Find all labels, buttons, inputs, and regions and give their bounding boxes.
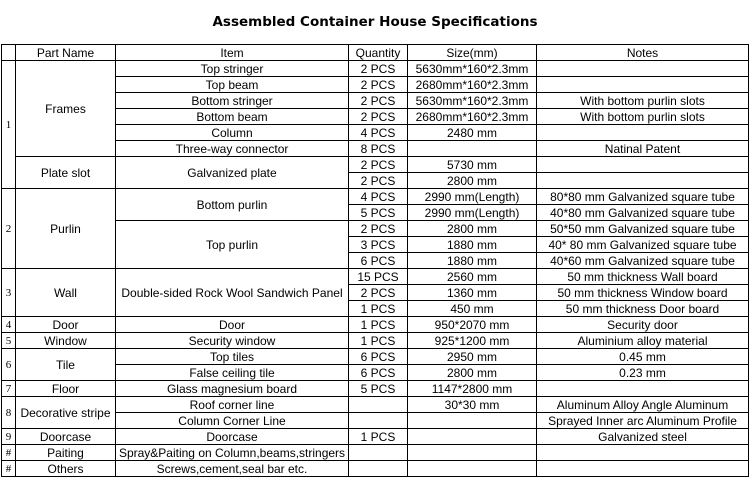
quantity-cell: 6 PCS: [349, 365, 408, 381]
table-row: [2, 349, 749, 365]
item-cell: Bottom stringer: [116, 93, 349, 109]
size-cell: [408, 141, 537, 157]
notes-cell: 50 mm thickness Door board: [537, 301, 749, 317]
header-row: [2, 45, 749, 61]
size-cell: 1880 mm: [408, 237, 537, 253]
item-cell: Door: [116, 317, 349, 333]
part-name: Door: [16, 317, 116, 333]
table-row: [2, 333, 749, 349]
size-cell: 2950 mm: [408, 349, 537, 365]
part-name: Wall: [16, 269, 116, 317]
notes-cell: 40*60 mm Galvanized square tube: [537, 253, 749, 269]
quantity-cell: [349, 461, 408, 477]
quantity-cell: 2 PCS: [349, 109, 408, 125]
notes-cell: [537, 61, 749, 77]
table-row: [2, 189, 749, 205]
part-name: Paiting: [16, 445, 116, 461]
quantity-cell: 1 PCS: [349, 429, 408, 445]
table-row: [2, 381, 749, 397]
item-cell: Three-way connector: [116, 141, 349, 157]
notes-cell: 0.45 mm: [537, 349, 749, 365]
part-name: Floor: [16, 381, 116, 397]
notes-cell: Aluminum Alloy Angle Aluminum: [537, 397, 749, 413]
size-cell: 2990 mm(Length): [408, 189, 537, 205]
quantity-cell: [349, 445, 408, 461]
row-number: 2: [2, 189, 16, 269]
quantity-cell: 2 PCS: [349, 61, 408, 77]
notes-cell: [537, 77, 749, 93]
quantity-cell: 2 PCS: [349, 93, 408, 109]
quantity-cell: 1 PCS: [349, 317, 408, 333]
notes-cell: 50 mm thickness Wall board: [537, 269, 749, 285]
item-cell: Top stringer: [116, 61, 349, 77]
notes-cell: With bottom purlin slots: [537, 93, 749, 109]
size-cell: [408, 429, 537, 445]
notes-cell: 40*80 mm Galvanized square tube: [537, 205, 749, 221]
table-row: [2, 397, 749, 413]
notes-cell: Natinal Patent: [537, 141, 749, 157]
quantity-cell: 3 PCS: [349, 237, 408, 253]
table-row: [2, 317, 749, 333]
size-cell: 5630mm*160*2.3mm: [408, 93, 537, 109]
notes-cell: 50*50 mm Galvanized square tube: [537, 221, 749, 237]
part-name: Plate slot: [16, 157, 116, 189]
row-number: #: [2, 461, 16, 477]
item-cell: Top purlin: [116, 221, 349, 269]
part-name: Frames: [16, 61, 116, 157]
size-cell: 2480 mm: [408, 125, 537, 141]
table-row: [2, 429, 749, 445]
row-number: 5: [2, 333, 16, 349]
quantity-cell: 15 PCS: [349, 269, 408, 285]
notes-cell: 0.23 mm: [537, 365, 749, 381]
notes-cell: 50 mm thickness Window board: [537, 285, 749, 301]
quantity-cell: 5 PCS: [349, 381, 408, 397]
notes-cell: Aluminium alloy material: [537, 333, 749, 349]
row-number: 4: [2, 317, 16, 333]
size-cell: 2680mm*160*2.3mm: [408, 77, 537, 93]
item-cell: Doorcase: [116, 429, 349, 445]
size-cell: [408, 461, 537, 477]
header-part-name: Part Name: [16, 45, 116, 61]
header-quantity: Quantity: [349, 45, 408, 61]
quantity-cell: 6 PCS: [349, 253, 408, 269]
notes-cell: 40* 80 mm Galvanized square tube: [537, 237, 749, 253]
table-row: [2, 461, 749, 477]
size-cell: 2990 mm(Length): [408, 205, 537, 221]
item-cell: Top tiles: [116, 349, 349, 365]
quantity-cell: 1 PCS: [349, 333, 408, 349]
part-name: Window: [16, 333, 116, 349]
row-number: #: [2, 445, 16, 461]
quantity-cell: 2 PCS: [349, 173, 408, 189]
part-name: Others: [16, 461, 116, 477]
row-number: 3: [2, 269, 16, 317]
item-cell: Security window: [116, 333, 349, 349]
notes-cell: [537, 445, 749, 461]
quantity-cell: 5 PCS: [349, 205, 408, 221]
row-number: 8: [2, 397, 16, 429]
part-name: Tile: [16, 349, 116, 381]
part-name: Purlin: [16, 189, 116, 269]
header-item: Item: [116, 45, 349, 61]
size-cell: 2560 mm: [408, 269, 537, 285]
part-name: Decorative stripe: [16, 397, 116, 429]
notes-cell: Security door: [537, 317, 749, 333]
row-number: 1: [2, 61, 16, 189]
size-cell: 2800 mm: [408, 365, 537, 381]
table-row: [2, 157, 749, 173]
quantity-cell: 2 PCS: [349, 157, 408, 173]
row-number: 6: [2, 349, 16, 381]
header-no: [2, 45, 16, 61]
item-cell: Column: [116, 125, 349, 141]
item-cell: Galvanized plate: [116, 157, 349, 189]
quantity-cell: 4 PCS: [349, 125, 408, 141]
notes-cell: With bottom purlin slots: [537, 109, 749, 125]
notes-cell: Galvanized steel: [537, 429, 749, 445]
row-number: 7: [2, 381, 16, 397]
quantity-cell: 2 PCS: [349, 221, 408, 237]
quantity-cell: 4 PCS: [349, 189, 408, 205]
size-cell: 30*30 mm: [408, 397, 537, 413]
header-notes: Notes: [537, 45, 749, 61]
item-cell: Screws,cement,seal bar etc.: [116, 461, 349, 477]
size-cell: 2800 mm: [408, 221, 537, 237]
item-cell: False ceiling tile: [116, 365, 349, 381]
size-cell: [408, 413, 537, 429]
notes-cell: 80*80 mm Galvanized square tube: [537, 189, 749, 205]
table-row: [2, 61, 749, 77]
item-cell: Glass magnesium board: [116, 381, 349, 397]
table-row: [2, 269, 749, 285]
quantity-cell: 2 PCS: [349, 77, 408, 93]
notes-cell: [537, 461, 749, 477]
size-cell: [408, 445, 537, 461]
page-title: Assembled Container House Specifications: [212, 14, 538, 30]
row-number: 9: [2, 429, 16, 445]
quantity-cell: 2 PCS: [349, 285, 408, 301]
size-cell: 1880 mm: [408, 253, 537, 269]
size-cell: 5730 mm: [408, 157, 537, 173]
item-cell: Column Corner Line: [116, 413, 349, 429]
size-cell: 2800 mm: [408, 173, 537, 189]
size-cell: 5630mm*160*2.3mm: [408, 61, 537, 77]
item-cell: Bottom purlin: [116, 189, 349, 221]
quantity-cell: 1 PCS: [349, 301, 408, 317]
size-cell: 1147*2800 mm: [408, 381, 537, 397]
notes-cell: [537, 381, 749, 397]
table-row: [2, 445, 749, 461]
size-cell: 2680mm*160*2.3mm: [408, 109, 537, 125]
size-cell: 1360 mm: [408, 285, 537, 301]
quantity-cell: 8 PCS: [349, 141, 408, 157]
item-cell: Spray&Paiting on Column,beams,stringers: [116, 445, 349, 461]
item-cell: Bottom beam: [116, 109, 349, 125]
item-cell: Double-sided Rock Wool Sandwich Panel: [116, 269, 349, 317]
notes-cell: [537, 157, 749, 173]
notes-cell: [537, 173, 749, 189]
item-cell: Top beam: [116, 77, 349, 93]
notes-cell: Sprayed Inner arc Aluminum Profile: [537, 413, 749, 429]
quantity-cell: [349, 413, 408, 429]
size-cell: 950*2070 mm: [408, 317, 537, 333]
part-name: Doorcase: [16, 429, 116, 445]
item-cell: Roof corner line: [116, 397, 349, 413]
specifications-table: [1, 44, 749, 477]
header-size: Size(mm): [408, 45, 537, 61]
quantity-cell: 6 PCS: [349, 349, 408, 365]
quantity-cell: [349, 397, 408, 413]
size-cell: 925*1200 mm: [408, 333, 537, 349]
notes-cell: [537, 125, 749, 141]
size-cell: 450 mm: [408, 301, 537, 317]
